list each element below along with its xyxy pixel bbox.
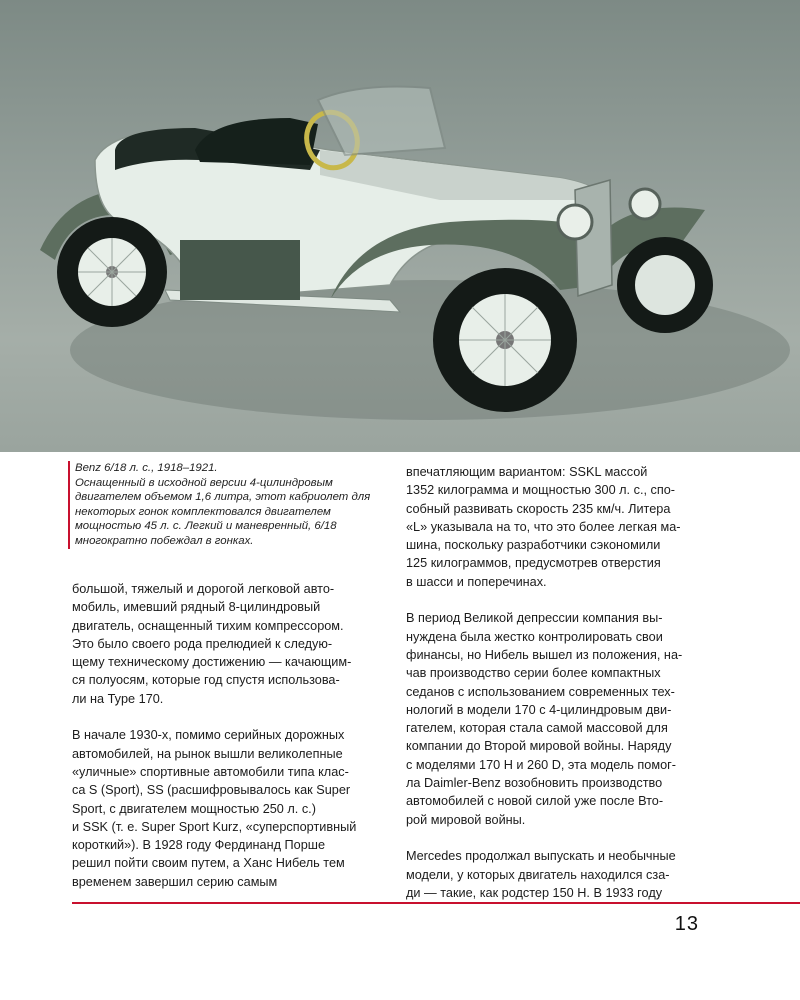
paragraph — [72, 580, 372, 708]
caption-line: многократно побеждал в гонках. — [75, 534, 254, 547]
text-line: ли на Type 170. — [72, 691, 164, 706]
text-line: ла Daimler-Benz возобновить производство — [406, 776, 663, 791]
paragraph — [406, 463, 724, 591]
text-line: щему техническому достижению — качающим- — [72, 655, 352, 670]
text-line: нологий в модели 170 с 4-цилиндровым дви- — [406, 702, 672, 717]
text-line: 1352 килограмма и мощностью 300 л. с., спо- — [406, 483, 676, 498]
text-line: финансы, но Нибель вышел из положения, на- — [406, 647, 683, 662]
text-line: автомобилей, на рынок вышли великолепные — [72, 746, 343, 761]
car-illustration — [0, 0, 800, 452]
text-line: «уличные» спортивные автомобили типа клас- — [72, 764, 349, 779]
text-line: собный развивать скорость 235 км/ч. Литера — [406, 501, 671, 516]
text-line: впечатляющим вариантом: SSKL массой — [406, 465, 648, 479]
text-line: Это было своего рода прелюдией к следую- — [72, 636, 333, 651]
text-line: «L» указывала на то, что это более легкая ма- — [406, 519, 681, 534]
seat — [195, 118, 318, 165]
text-line: нуждена была жестко контролировать свои — [406, 629, 663, 644]
text-line: ди — такие, как родстер 150 H. В 1933 году — [406, 885, 663, 900]
text-line: ся полуосям, которые год спустя использова- — [72, 673, 340, 688]
paragraph — [406, 847, 724, 902]
text-line: седанов с использованием современных тех- — [406, 684, 675, 699]
caption-line: двигателем объемом 1,6 литра, этот кабриолет для — [75, 491, 371, 504]
text-line: автомобилей с новой силой уже после Вто- — [406, 794, 664, 809]
text-line: са S (Sport), SS (расшифровывалось как Super — [72, 783, 351, 798]
text-line: в шасси и поперечинах. — [406, 574, 547, 589]
left-text-column — [72, 580, 372, 909]
text-line: короткий»). В 1928 году Фердинанд Порше — [72, 838, 326, 853]
text-line: чав производство серии более компактных — [406, 666, 661, 681]
windshield — [318, 87, 445, 156]
text-line: большой, тяжелый и дорогой легковой авто- — [72, 582, 335, 596]
text-line: модели, у которых двигатель находился сза- — [406, 867, 670, 882]
text-line: и SSK (т. е. Super Sport Kurz, «суперспортивный — [72, 819, 357, 834]
paragraph — [406, 609, 724, 829]
text-line: 125 килограммов, предусмотрев отверстия — [406, 556, 661, 571]
front-wheel-spokes — [459, 294, 551, 386]
text-line: Mercedes продолжал выпускать и необычные — [406, 849, 676, 864]
right-text-column — [406, 463, 724, 920]
text-line: В период Великой депрессии компания вы- — [406, 611, 663, 626]
text-line: гателем, которая стала самой массовой для — [406, 721, 668, 736]
tool-box — [180, 240, 300, 300]
photo-caption — [68, 461, 375, 549]
headlamp-right — [630, 189, 660, 219]
caption-title: Benz 6/18 л. с., 1918–1921. — [75, 462, 218, 474]
text-line: Sport, с двигателем мощностью 250 л. с.) — [72, 801, 316, 816]
caption-line: мощностью 45 л. с. Легкий и маневренный, 6/18 — [75, 520, 337, 533]
text-line: В начале 1930-х, помимо серийных дорожных — [72, 728, 345, 743]
text-line: решил пойти своим путем, а Ханс Нибель тем — [72, 856, 345, 871]
headlamp-left — [558, 205, 592, 239]
rear-wheel-spokes — [78, 238, 146, 306]
text-line: компании до Второй мировой войны. Наряду — [406, 739, 672, 754]
text-line: двигатель, оснащенный тихим компрессором. — [72, 618, 344, 633]
text-line: рой мировой войны. — [406, 812, 526, 827]
text-line: с моделями 170 H и 260 D, эта модель помог- — [406, 757, 676, 772]
text-line: временем завершил серию самым — [72, 874, 278, 889]
paragraph — [72, 726, 372, 891]
text-line: шина, поскольку разработчики сэкономили — [406, 538, 661, 553]
car-photo — [0, 0, 800, 452]
footer-divider — [72, 902, 800, 904]
caption-line: некоторых гонок комплектовался двигателем — [75, 505, 331, 518]
page-number: 13 — [674, 913, 699, 935]
caption-line: Оснащенный в исходной версии 4-цилиндровым — [75, 476, 333, 489]
text-line: мобиль, имевший рядный 8-цилиндровый — [72, 600, 321, 615]
